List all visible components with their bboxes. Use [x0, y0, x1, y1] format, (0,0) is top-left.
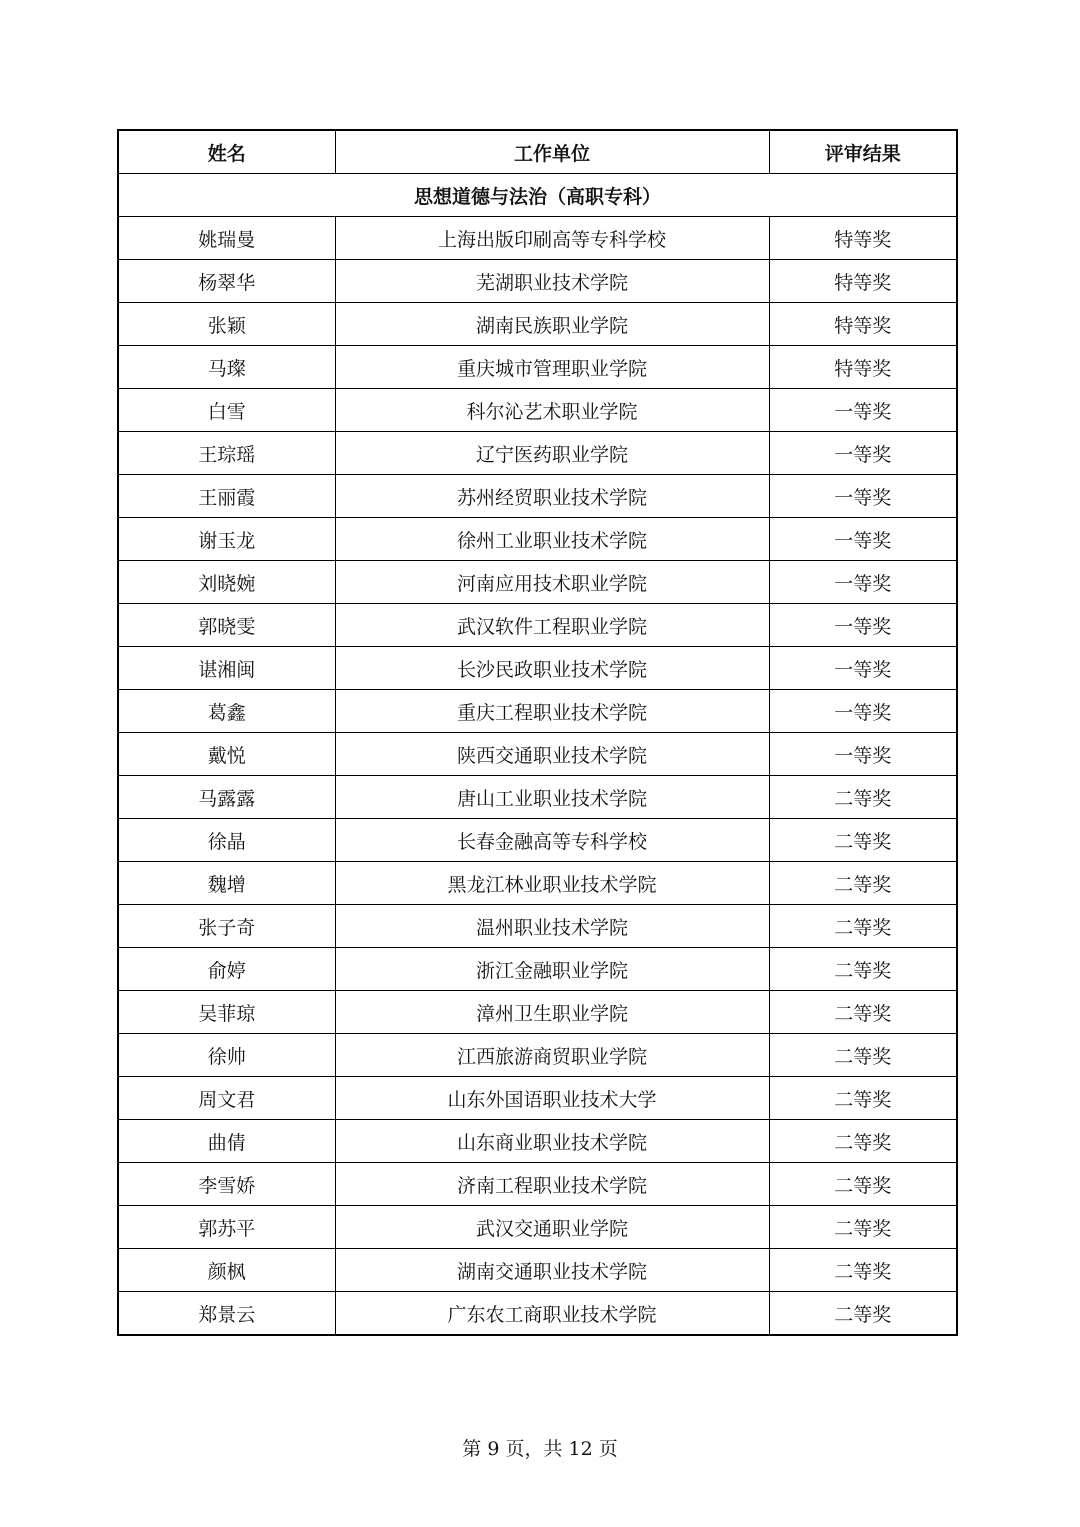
cell-result: 二等奖: [769, 991, 957, 1034]
cell-result: 二等奖: [769, 1292, 957, 1336]
table-row: [118, 1206, 957, 1249]
cell-result: 一等奖: [769, 518, 957, 561]
cell-result: 特等奖: [769, 303, 957, 346]
cell-unit: 重庆城市管理职业学院: [335, 346, 769, 389]
table-row: [118, 303, 957, 346]
cell-result: 二等奖: [769, 948, 957, 991]
cell-name: 刘晓婉: [118, 561, 335, 604]
cell-name: 王琮瑶: [118, 432, 335, 475]
cell-result: 一等奖: [769, 604, 957, 647]
table-row: [118, 1249, 957, 1292]
table-row: [118, 1292, 957, 1336]
cell-name: 葛鑫: [118, 690, 335, 733]
table-row: [118, 862, 957, 905]
cell-result: 二等奖: [769, 1163, 957, 1206]
cell-unit: 黑龙江林业职业技术学院: [335, 862, 769, 905]
cell-name: 郑景云: [118, 1292, 335, 1336]
cell-name: 马露露: [118, 776, 335, 819]
cell-name: 姚瑞曼: [118, 217, 335, 260]
cell-result: 特等奖: [769, 217, 957, 260]
cell-unit: 徐州工业职业技术学院: [335, 518, 769, 561]
cell-name: 戴悦: [118, 733, 335, 776]
cell-name: 马璨: [118, 346, 335, 389]
table-row: [118, 518, 957, 561]
cell-result: 特等奖: [769, 346, 957, 389]
table-row: [118, 991, 957, 1034]
cell-name: 郭苏平: [118, 1206, 335, 1249]
header-result: 评审结果: [769, 130, 957, 174]
cell-name: 徐晶: [118, 819, 335, 862]
cell-unit: 广东农工商职业技术学院: [335, 1292, 769, 1336]
cell-unit: 上海出版印刷高等专科学校: [335, 217, 769, 260]
table-row: [118, 948, 957, 991]
table-row: [118, 1034, 957, 1077]
cell-name: 周文君: [118, 1077, 335, 1120]
table-row: [118, 604, 957, 647]
cell-result: 一等奖: [769, 647, 957, 690]
table-header: [118, 130, 957, 174]
cell-result: 二等奖: [769, 1120, 957, 1163]
cell-name: 白雪: [118, 389, 335, 432]
cell-unit: 漳州卫生职业学院: [335, 991, 769, 1034]
cell-name: 谌湘闽: [118, 647, 335, 690]
cell-result: 二等奖: [769, 1249, 957, 1292]
cell-name: 吴菲琼: [118, 991, 335, 1034]
page-footer: 第 9 页，共 12 页: [462, 1438, 618, 1460]
table-row: [118, 1163, 957, 1206]
cell-unit: 济南工程职业技术学院: [335, 1163, 769, 1206]
cell-result: 特等奖: [769, 260, 957, 303]
section-row: [118, 174, 957, 217]
cell-unit: 重庆工程职业技术学院: [335, 690, 769, 733]
table-body: [118, 174, 957, 1336]
cell-result: 二等奖: [769, 1034, 957, 1077]
cell-name: 杨翠华: [118, 260, 335, 303]
cell-name: 郭晓雯: [118, 604, 335, 647]
cell-name: 俞婷: [118, 948, 335, 991]
cell-unit: 陕西交通职业技术学院: [335, 733, 769, 776]
cell-unit: 温州职业技术学院: [335, 905, 769, 948]
header-unit: 工作单位: [335, 130, 769, 174]
cell-result: 一等奖: [769, 561, 957, 604]
cell-name: 谢玉龙: [118, 518, 335, 561]
cell-unit: 湖南民族职业学院: [335, 303, 769, 346]
cell-result: 一等奖: [769, 389, 957, 432]
cell-name: 曲倩: [118, 1120, 335, 1163]
section-title: 思想道德与法治（高职专科）: [118, 174, 957, 217]
table-row: [118, 260, 957, 303]
header-name: 姓名: [118, 130, 335, 174]
cell-unit: 江西旅游商贸职业学院: [335, 1034, 769, 1077]
cell-result: 一等奖: [769, 432, 957, 475]
table-row: [118, 819, 957, 862]
table-row: [118, 690, 957, 733]
cell-unit: 河南应用技术职业学院: [335, 561, 769, 604]
cell-result: 一等奖: [769, 690, 957, 733]
cell-unit: 武汉交通职业学院: [335, 1206, 769, 1249]
cell-unit: 长沙民政职业技术学院: [335, 647, 769, 690]
cell-name: 王丽霞: [118, 475, 335, 518]
table-row: [118, 647, 957, 690]
table-row: [118, 905, 957, 948]
table-row: [118, 346, 957, 389]
table-row: [118, 389, 957, 432]
cell-result: 二等奖: [769, 776, 957, 819]
cell-unit: 山东外国语职业技术大学: [335, 1077, 769, 1120]
cell-unit: 长春金融高等专科学校: [335, 819, 769, 862]
cell-result: 一等奖: [769, 475, 957, 518]
table-row: [118, 776, 957, 819]
award-table: [117, 129, 958, 1336]
table-row: [118, 561, 957, 604]
cell-name: 张子奇: [118, 905, 335, 948]
cell-unit: 苏州经贸职业技术学院: [335, 475, 769, 518]
table-row: [118, 217, 957, 260]
cell-unit: 芜湖职业技术学院: [335, 260, 769, 303]
cell-unit: 山东商业职业技术学院: [335, 1120, 769, 1163]
cell-result: 二等奖: [769, 1206, 957, 1249]
table-row: [118, 733, 957, 776]
cell-unit: 武汉软件工程职业学院: [335, 604, 769, 647]
cell-result: 二等奖: [769, 862, 957, 905]
cell-name: 李雪娇: [118, 1163, 335, 1206]
cell-unit: 湖南交通职业技术学院: [335, 1249, 769, 1292]
table-row: [118, 432, 957, 475]
cell-unit: 辽宁医药职业学院: [335, 432, 769, 475]
cell-unit: 浙江金融职业学院: [335, 948, 769, 991]
header-row: [118, 130, 957, 174]
cell-name: 徐帅: [118, 1034, 335, 1077]
cell-name: 魏增: [118, 862, 335, 905]
table-row: [118, 475, 957, 518]
cell-name: 张颖: [118, 303, 335, 346]
cell-result: 一等奖: [769, 733, 957, 776]
cell-result: 二等奖: [769, 819, 957, 862]
cell-unit: 科尔沁艺术职业学院: [335, 389, 769, 432]
table-row: [118, 1120, 957, 1163]
table-row: [118, 1077, 957, 1120]
cell-unit: 唐山工业职业技术学院: [335, 776, 769, 819]
cell-result: 二等奖: [769, 1077, 957, 1120]
cell-name: 颜枫: [118, 1249, 335, 1292]
cell-result: 二等奖: [769, 905, 957, 948]
